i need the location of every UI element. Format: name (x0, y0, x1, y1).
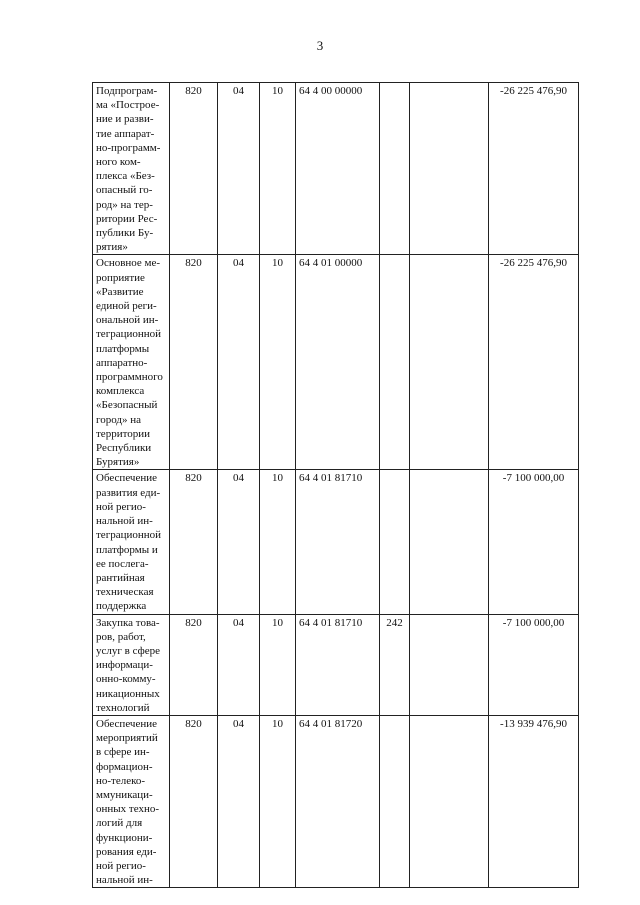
extra-cell (410, 470, 489, 614)
subsection-cell: 10 (260, 470, 296, 614)
target-article-cell: 64 4 01 81720 (296, 715, 380, 887)
section-cell: 04 (218, 83, 260, 255)
expense-type-cell (380, 470, 410, 614)
ministry-code-cell: 820 (170, 614, 218, 715)
subsection-cell: 10 (260, 614, 296, 715)
extra-cell (410, 614, 489, 715)
extra-cell (410, 83, 489, 255)
extra-cell (410, 715, 489, 887)
amount-cell: -7 100 000,00 (489, 470, 579, 614)
amount-cell: -26 225 476,90 (489, 255, 579, 470)
subsection-cell: 10 (260, 255, 296, 470)
subsection-cell: 10 (260, 83, 296, 255)
row-name-cell: Подпрограм- ма «Построе- ние и разви- тие аппарат- но-программ- ного ком- плекса «Без- опасный го- род» на тер- ритории Рес- публики Бу- рятия» (93, 83, 170, 255)
subsection-cell: 10 (260, 715, 296, 887)
amount-cell: -26 225 476,90 (489, 83, 579, 255)
section-cell: 04 (218, 715, 260, 887)
expense-type-cell: 242 (380, 614, 410, 715)
budget-table-body (93, 83, 579, 888)
row-name-cell: Обеспечение мероприятий в сфере ин- формацион- но-телеко- ммуникаци- онных техно- логий для функциони- рования еди- ной регио- нальной ин- (93, 715, 170, 887)
target-article-cell: 64 4 01 81710 (296, 470, 380, 614)
target-article-cell: 64 4 00 00000 (296, 83, 380, 255)
expense-type-cell (380, 83, 410, 255)
row-name-cell: Основное ме- роприятие «Развитие единой реги- ональной ин- теграционной платформы аппаратно- программного комплекса «Безопасный город» на территории Республики Бурятия» (93, 255, 170, 470)
target-article-cell: 64 4 01 81710 (296, 614, 380, 715)
table-row (93, 470, 579, 614)
expense-type-cell (380, 715, 410, 887)
ministry-code-cell: 820 (170, 83, 218, 255)
amount-cell: -7 100 000,00 (489, 614, 579, 715)
row-name-cell: Закупка това- ров, работ, услуг в сфере информаци- онно-комму- никационных технологий (93, 614, 170, 715)
extra-cell (410, 255, 489, 470)
section-cell: 04 (218, 255, 260, 470)
table-row (93, 255, 579, 470)
table-row (93, 614, 579, 715)
row-name-cell: Обеспечение развития еди- ной регио- нальной ин- теграционной платформы и ее послега- рантийная техническая поддержка (93, 470, 170, 614)
ministry-code-cell: 820 (170, 255, 218, 470)
target-article-cell: 64 4 01 00000 (296, 255, 380, 470)
ministry-code-cell: 820 (170, 715, 218, 887)
table-row (93, 715, 579, 887)
amount-cell: -13 939 476,90 (489, 715, 579, 887)
section-cell: 04 (218, 470, 260, 614)
table-row (93, 83, 579, 255)
ministry-code-cell: 820 (170, 470, 218, 614)
expense-type-cell (380, 255, 410, 470)
budget-table (92, 82, 579, 888)
page-number: 3 (316, 38, 324, 53)
section-cell: 04 (218, 614, 260, 715)
